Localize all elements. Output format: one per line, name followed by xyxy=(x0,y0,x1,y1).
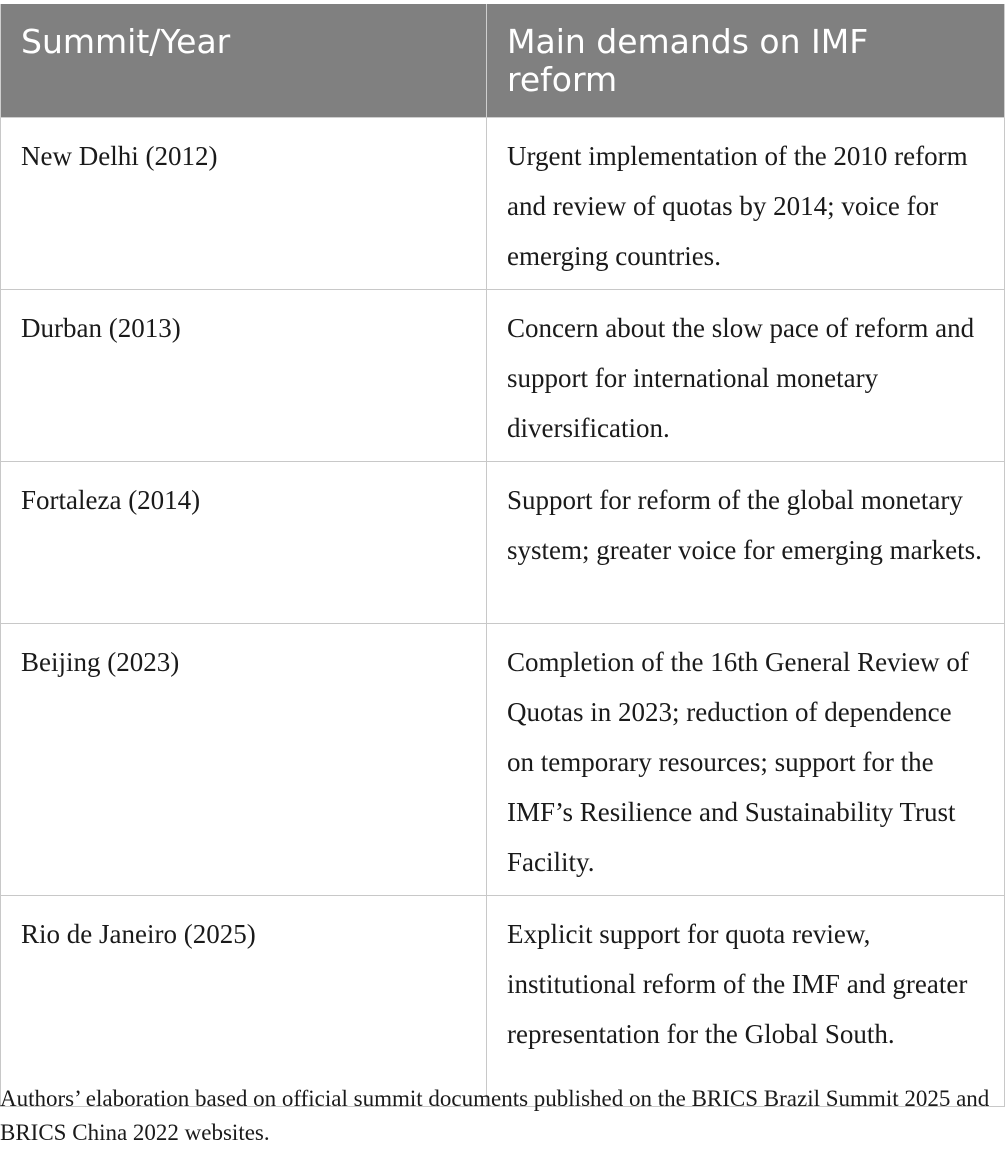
column-header-summit-year: Summit/Year xyxy=(1,4,487,118)
table-row xyxy=(1,624,1005,896)
table-row xyxy=(1,896,1005,1107)
header-row xyxy=(1,4,1005,118)
imf-reform-demands-table xyxy=(0,4,1005,1107)
table-row xyxy=(1,118,1005,290)
table-row xyxy=(1,462,1005,624)
demands-cell: Completion of the 16th General Review of Quotas in 2023; reduction of dependence on temporary resources; support for the IMF’s Resilience and Sustainability Trust Facility. xyxy=(487,624,1005,896)
table-header xyxy=(1,4,1005,118)
summit-cell: Rio de Janeiro (2025) xyxy=(1,896,487,1107)
summit-cell: New Delhi (2012) xyxy=(1,118,487,290)
summit-cell: Fortaleza (2014) xyxy=(1,462,487,624)
demands-cell: Urgent implementation of the 2010 reform and review of quotas by 2014; voice for emerging countries. xyxy=(487,118,1005,290)
demands-cell: Explicit support for quota review, institutional reform of the IMF and greater representation for the Global South. xyxy=(487,896,1005,1107)
column-header-main-demands: Main demands on IMF reform xyxy=(487,4,1005,118)
table-body xyxy=(1,118,1005,1107)
summit-cell: Beijing (2023) xyxy=(1,624,487,896)
summit-cell: Durban (2013) xyxy=(1,290,487,462)
table-row xyxy=(1,290,1005,462)
table-footnote: Authors’ elaboration based on official summit documents published on the BRICS Brazil Summit 2025 and BRICS China 2022 websites. xyxy=(0,1086,990,1145)
demands-cell: Support for reform of the global monetary system; greater voice for emerging markets. xyxy=(487,462,1005,624)
demands-cell: Concern about the slow pace of reform and support for international monetary diversification. xyxy=(487,290,1005,462)
